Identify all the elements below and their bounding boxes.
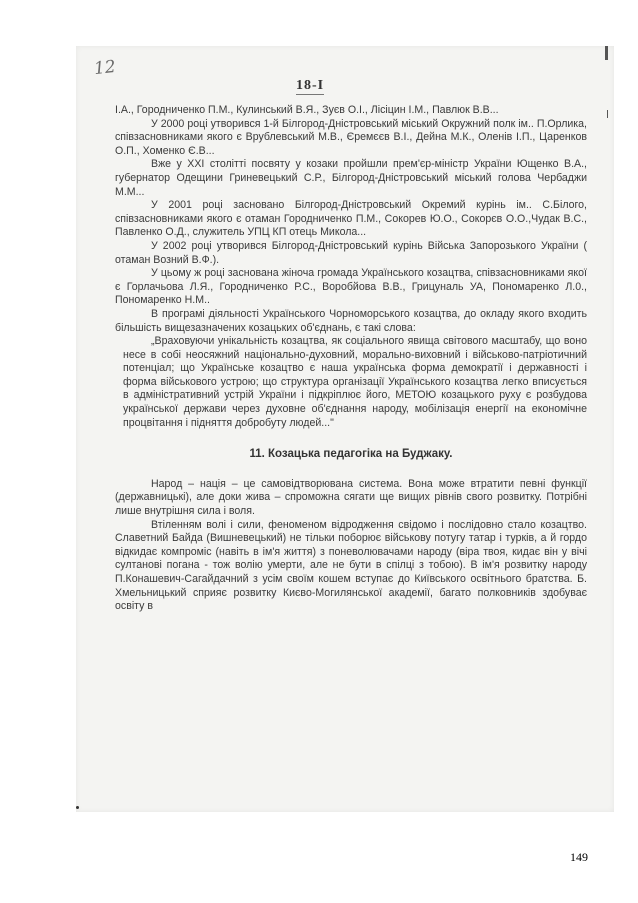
page-number: 149: [570, 850, 588, 864]
paragraph: У 2001 році засновано Білгород-Дністровський Окремий курінь ім.. С.Білого, співзасновниками якого є отаман Городниченко П.М., Сокорев Ю.О., Сокорєв О.О.,Чудак В.С., Павленко О.Д., служитель УПЦ КП отець Микола...: [115, 199, 587, 239]
quotation: „Враховуючи унікальність козацтва, як соціального явища світового масштабу, що воно несе в собі неосяжний національно-духовний, морально-виховний і військово-патріотичний потенціал; що Українське козацтво є наша українська форма демократії і державності і форма військового устрою; що структура організації Українського козацтва легко вписується в адміністративний устрій України і підкріплює його, МЕТОЮ козацького руху є розбудова української держави через духовне об'єднання народу, мобілізація енергії на економічне процвітання і підняття добробуту людей...": [123, 335, 587, 429]
scan-edge-mark: [605, 46, 608, 60]
scan-speck: [76, 806, 79, 809]
paragraph: Народ – нація – це самовідтворювана система. Вона може втратити певні функції (державницькі), але доки жива – спроможна сягати ще вищих рівнів свого розвитку. Потрібні лише внутрішня сила і воля.: [115, 477, 587, 518]
scan-edge-mark-small: [607, 110, 608, 118]
paragraph: У цьому ж році заснована жіноча громада Українського козацтва, співзасновниками якої є Горлачьова Л.Я., Городниченко Р.С., Воробйова В.В., Грицуналь УА, Пономаренко Л.0., Пономаренко Н.М..: [115, 267, 587, 307]
section-heading: 11. Козацька педагогіка на Буджаку.: [249, 448, 453, 461]
paragraph: У 2000 році утворився 1-й Білгород-Дністровський міський Окружний полк ім.. П.Орлика, співзасновниками якого є Врублевський М.В., Єремєєв В.І., Дейна М.К., Оленів І.П., Царенков О.П., Хоменко Є.В...: [115, 117, 587, 157]
handwritten-note: 12: [93, 56, 117, 80]
paragraph: І.А., Городниченко П.М., Кулинський В.Я., Зуєв О.І., Лісіцин І.М., Павлюк В.В...: [115, 104, 499, 116]
paragraph: У 2002 році утворився Білгород-Дністровський курінь Війська Запорозького України ( отаман Возний В.Ф.).: [115, 239, 587, 266]
document-body: [115, 104, 587, 614]
paragraph: Втіленням волі і сили, феноменом відродження свідомо і послідовно стало козацтво. Славетний Байда (Вишневецький) не тільки поборює військову потугу татар і турків, а й гордо відкидає компроміс (навіть в ім'я життя) з поневолювачами народу (віра твоя, кидає він у вічі султанові погана - тож волію умерти, але не бути в спілці з тобою). В ім'я розвитку народу П.Конашевич-Сагайдачний з усім своїм кошем вступає до Київського освітнього братства. Б. Хмельницький сприяє розвитку Києво-Могилянської академії, багато полковників здобуває освіту в: [115, 518, 587, 613]
page-identifier: 18-I: [296, 78, 325, 93]
paragraph: Вже у XXI столітті посвяту у козаки пройшли прем'єр-міністр України Ющенко В.А., губернатор Одещини Гриневецький С.Р., Білгород-Дністровський міський голова Чербаджи М.М...: [115, 158, 587, 198]
paragraph: В програмі діяльності Українського Чорноморського козацтва, до окладу якого входить більшість вищезазначених козацьких об'єднань, є такі слова:: [115, 307, 587, 334]
